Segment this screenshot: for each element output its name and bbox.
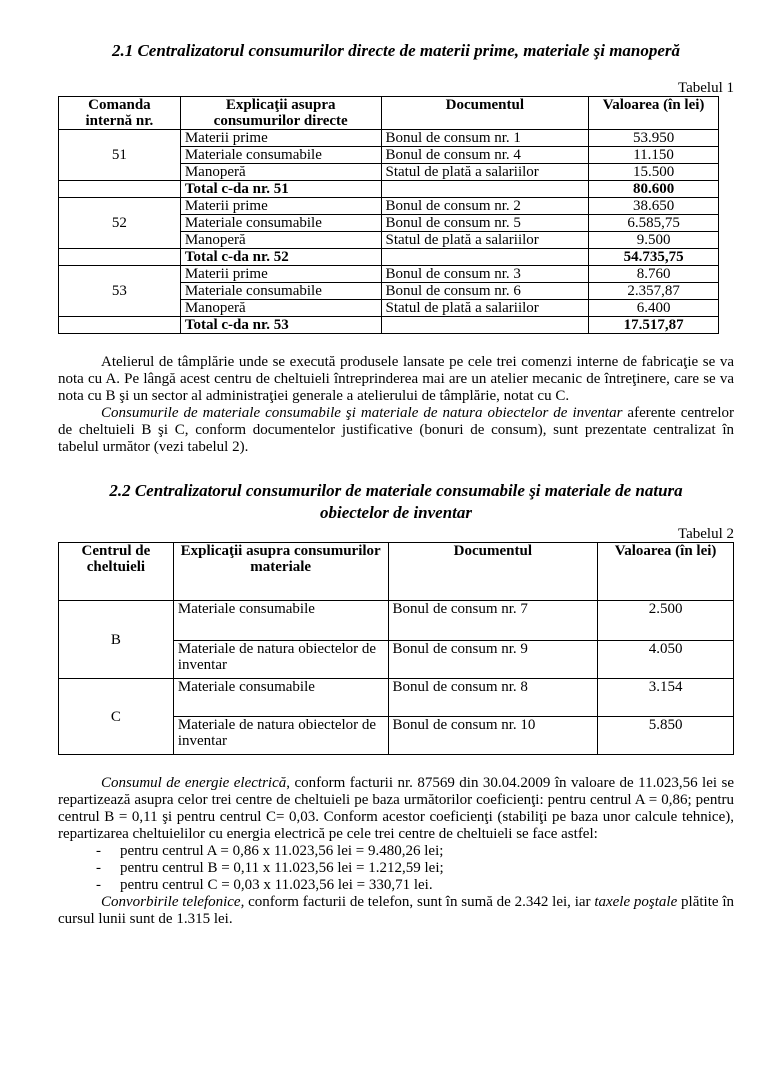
empty-cell	[59, 317, 181, 334]
table-total-row	[59, 181, 719, 198]
cell-document: Statul de plată a salariilor	[381, 232, 589, 249]
table-2	[58, 542, 734, 755]
table-1	[58, 96, 719, 334]
table-2-header-row	[59, 543, 734, 601]
cell-value: 15.500	[589, 164, 719, 181]
cell-explanation: Materiale de natura obiectelor de inventar	[173, 717, 388, 755]
paragraph-3-italic: Consumul de energie electrică	[101, 775, 287, 791]
paragraph-4-italic-2: taxele poştale	[594, 894, 678, 910]
total-label: Total c-da nr. 52	[180, 249, 381, 266]
cell-value: 8.760	[589, 266, 719, 283]
cell-explanation: Manoperă	[180, 164, 381, 181]
table-2-header-cell: Explicaţii asupra consumurilor materiale	[173, 543, 388, 601]
table-row	[59, 198, 719, 215]
list-item: - pentru centrul C = 0,03 x 11.023,56 lei = 330,71 lei.	[96, 877, 734, 894]
table-2-header-cell: Documentul	[388, 543, 598, 601]
total-value: 80.600	[589, 181, 719, 198]
cell-document: Statul de plată a salariilor	[381, 164, 589, 181]
cell-document: Bonul de consum nr. 9	[388, 641, 598, 679]
table-2-header-cell: Centrul de cheltuieli	[59, 543, 174, 601]
cell-document: Bonul de consum nr. 2	[381, 198, 589, 215]
cell-value: 53.950	[589, 130, 719, 147]
empty-cell	[381, 249, 589, 266]
cell-value: 2.357,87	[589, 283, 719, 300]
paragraph-3	[58, 775, 734, 843]
cell-value: 38.650	[589, 198, 719, 215]
table-total-row	[59, 249, 719, 266]
paragraph-3-rest: , conform facturii nr. 87569 din 30.04.2009 în valoare de 11.023,56 lei se repartizează asupra celor trei centre de cheltuieli pe baza următorilor coeficienţi: pentru centrul A = 0,86; pentru centrul B = 0,11 şi pentru centrul C= 0,03. Conform acestor coeficienţi (stabiliţi pe baza unor calcule tehnice), repartizarea cheltuielilor cu energia electrică pe cele trei centre de cheltuieli se face astfel:	[58, 775, 734, 842]
table-2-header-cell: Valoarea (în lei)	[598, 543, 734, 601]
cell-value: 2.500	[598, 601, 734, 641]
cell-document: Bonul de consum nr. 1	[381, 130, 589, 147]
total-label: Total c-da nr. 53	[180, 317, 381, 334]
cell-explanation: Materiale consumabile	[180, 215, 381, 232]
cell-document: Bonul de consum nr. 3	[381, 266, 589, 283]
table-1-header-cell: Documentul	[381, 97, 589, 130]
cost-center: B	[59, 601, 174, 679]
paragraph-4-italic-1: Convorbirile telefonice,	[101, 894, 245, 910]
document-page	[58, 0, 734, 928]
section-2-title: 2.2 Centralizatorul consumurilor de materiale consumabile şi materiale de natura obiectelor de inventar	[109, 481, 683, 522]
cell-explanation: Materii prime	[180, 130, 381, 147]
empty-cell	[381, 317, 589, 334]
empty-cell	[59, 181, 181, 198]
cell-document: Bonul de consum nr. 5	[381, 215, 589, 232]
section-1-title: 2.1 Centralizatorul consumurilor directe de materii prime, materiale şi manoperă	[111, 41, 681, 60]
table-1-header-cell: Valoarea (în lei)	[589, 97, 719, 130]
cell-value: 11.150	[589, 147, 719, 164]
cell-value: 6.585,75	[589, 215, 719, 232]
total-value: 17.517,87	[589, 317, 719, 334]
cell-value: 9.500	[589, 232, 719, 249]
cell-explanation: Materii prime	[180, 266, 381, 283]
cell-document: Bonul de consum nr. 6	[381, 283, 589, 300]
paragraph-2-italic: Consumurile de materiale consumabile şi materiale de natura obiectelor de inventar	[101, 405, 623, 421]
order-number: 53	[59, 266, 181, 317]
order-number: 52	[59, 198, 181, 249]
cell-document: Bonul de consum nr. 7	[388, 601, 598, 641]
list-item: - pentru centrul B = 0,11 x 11.023,56 lei = 1.212,59 lei;	[96, 860, 734, 877]
table-row	[59, 679, 734, 717]
list-item: - pentru centrul A = 0,86 x 11.023,56 lei = 9.480,26 lei;	[96, 843, 734, 860]
empty-cell	[59, 249, 181, 266]
cell-explanation: Materiale consumabile	[173, 601, 388, 641]
table-total-row	[59, 317, 719, 334]
cell-explanation: Manoperă	[180, 232, 381, 249]
cell-value: 3.154	[598, 679, 734, 717]
paragraph-4	[58, 894, 734, 928]
paragraph-2	[58, 405, 734, 456]
cell-value: 6.400	[589, 300, 719, 317]
cell-document: Bonul de consum nr. 8	[388, 679, 598, 717]
empty-cell	[381, 181, 589, 198]
cell-explanation: Materiale consumabile	[180, 147, 381, 164]
cell-explanation: Materiale consumabile	[173, 679, 388, 717]
table-1-header-cell: Explicaţii asupra consumurilor directe	[180, 97, 381, 130]
cell-document: Bonul de consum nr. 10	[388, 717, 598, 755]
table-row	[59, 266, 719, 283]
table-row	[59, 130, 719, 147]
cell-explanation: Materiale de natura obiectelor de inventar	[173, 641, 388, 679]
table-1-header-cell: Comanda internă nr.	[59, 97, 181, 130]
cell-value: 5.850	[598, 717, 734, 755]
cell-explanation: Materiale consumabile	[180, 283, 381, 300]
paragraph-4-mid: conform facturii de telefon, sunt în sumă de 2.342 lei, iar	[244, 894, 595, 910]
paragraph-4-rest: plătite în cursul lunii sunt de 1.315 lei.	[58, 894, 735, 927]
table-1-label: Tabelul 1	[677, 80, 734, 96]
order-number: 51	[59, 130, 181, 181]
table-row	[59, 601, 734, 641]
cell-document: Bonul de consum nr. 4	[381, 147, 589, 164]
cell-explanation: Materii prime	[180, 198, 381, 215]
cost-center: C	[59, 679, 174, 755]
cell-value: 4.050	[598, 641, 734, 679]
cell-document: Statul de plată a salariilor	[381, 300, 589, 317]
energy-allocation-list	[58, 843, 734, 894]
table-2-label: Tabelul 2	[677, 526, 734, 542]
table-1-header-row	[59, 97, 719, 130]
cell-explanation: Manoperă	[180, 300, 381, 317]
total-label: Total c-da nr. 51	[180, 181, 381, 198]
paragraph-1: Atelierul de tâmplărie unde se execută produsele lansate pe cele trei comenzi interne de fabricaţie se va nota cu A. Pe lângă acest centru de cheltuieli întreprinderea mai are un atelier mecanic de întreţinere, care se va nota cu B şi un sector al administraţiei generale a atelierului de tâmplărie, notat cu C.	[58, 354, 734, 404]
paragraph-2-rest: aferente centrelor de cheltuieli B şi C, conform documentelor justificative (bonuri de consum), sunt prezentate centralizat în tabelul următor (vezi tabelul 2).	[58, 405, 734, 455]
total-value: 54.735,75	[589, 249, 719, 266]
